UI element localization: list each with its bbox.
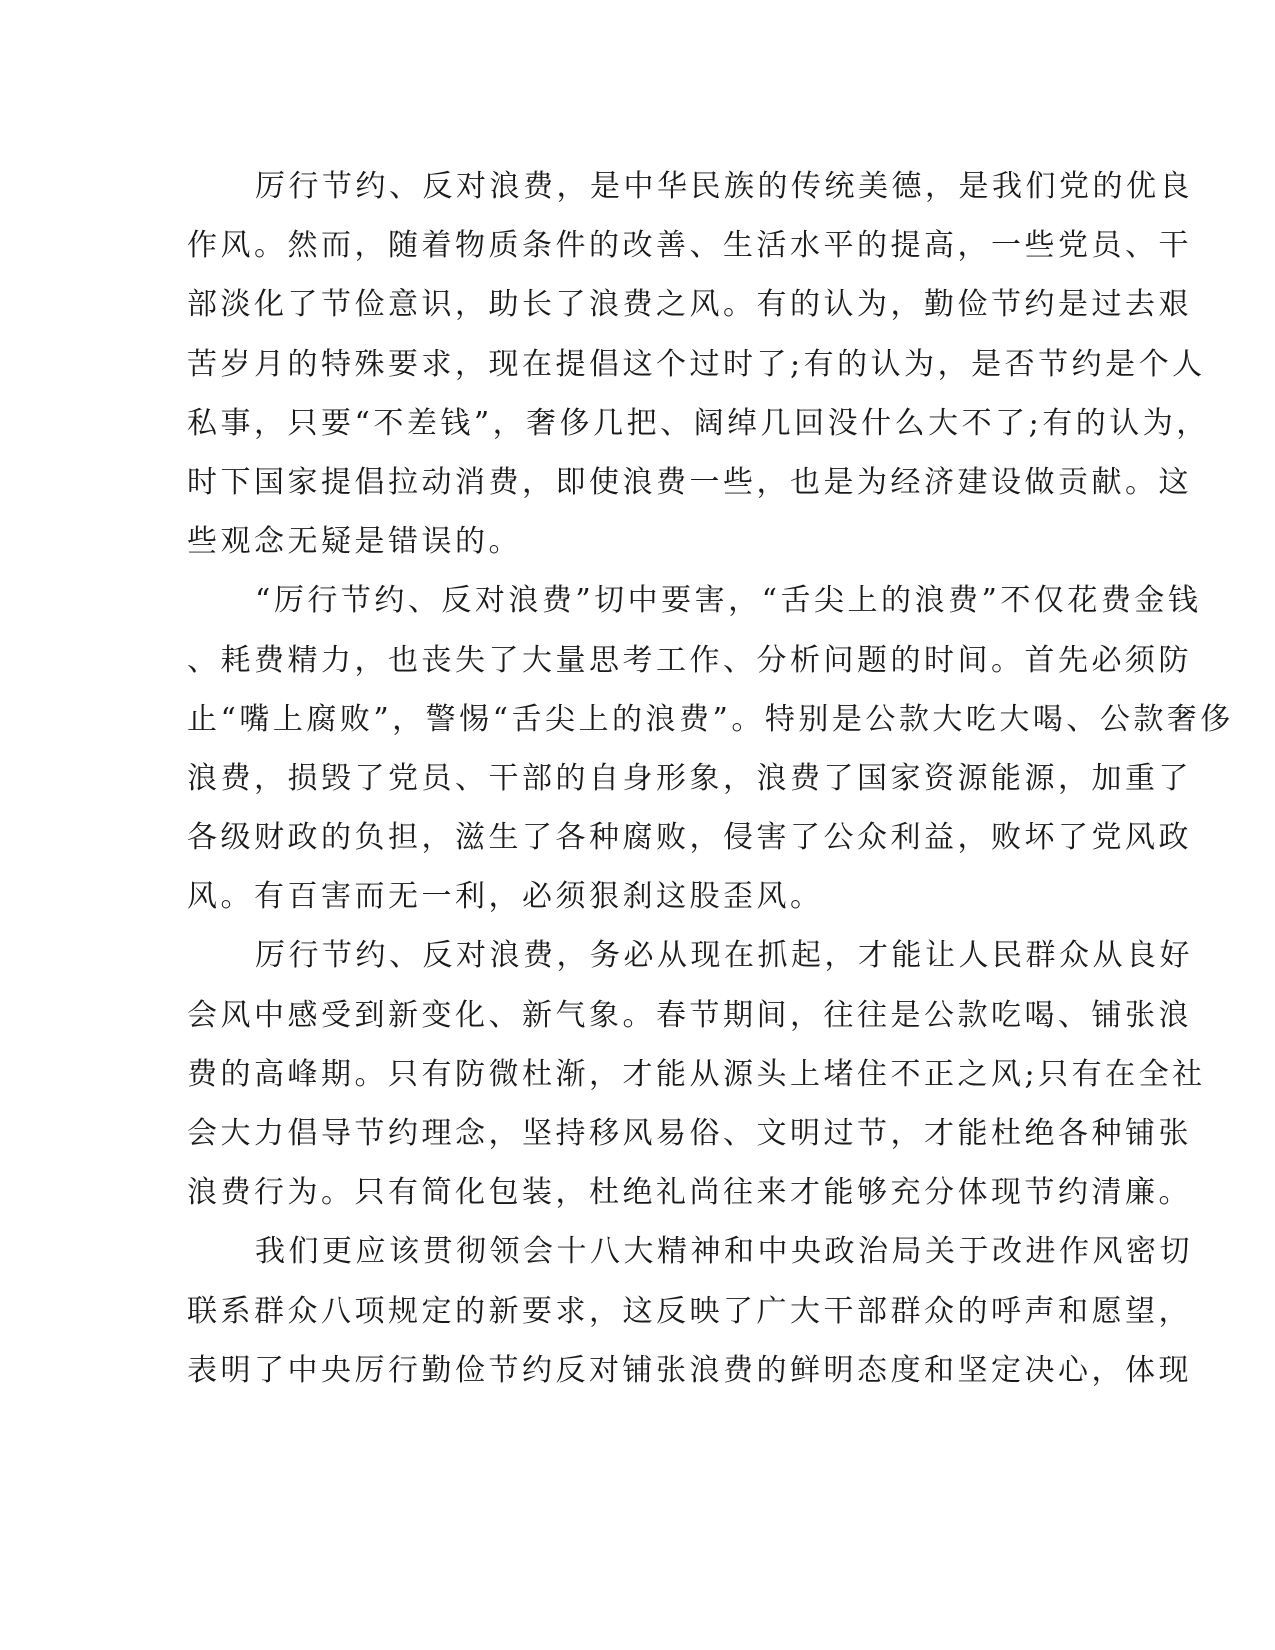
paragraph-line: 风。有百害而无一利，必须狠刹这股歪风。 xyxy=(187,879,824,915)
paragraph-line: 些观念无疑是错误的。 xyxy=(187,524,522,560)
paragraph-line: 会风中感受到新变化、新气象。春节期间，往往是公款吃喝、铺张浪 xyxy=(187,997,1192,1033)
paragraph-line: 浪费行为。只有简化包装，杜绝礼尚往来才能够充分体现节约清廉。 xyxy=(187,1175,1192,1211)
paragraph-line: “厉行节约、反对浪费”切中要害，“舌尖上的浪费”不仅花费金钱 xyxy=(255,583,1202,619)
paragraph-line: 各级财政的负担，滋生了各种腐败，侵害了公众利益，败坏了党风政 xyxy=(187,820,1192,856)
paragraph-line: 时下国家提倡拉动消费，即使浪费一些，也是为经济建设做贡献。这 xyxy=(187,464,1192,500)
paragraph-line: 会大力倡导节约理念，坚持移风易俗、文明过节，才能杜绝各种铺张 xyxy=(187,1116,1192,1151)
document-body xyxy=(187,157,1234,1400)
paragraph-line: 止“嘴上腐败”，警惕“舌尖上的浪费”。特别是公款大吃大喝、公款奢侈 xyxy=(187,701,1234,737)
paragraph-3 xyxy=(187,926,1206,1222)
paragraph-line: 作风。然而，随着物质条件的改善、生活水平的提高，一些党员、干 xyxy=(187,228,1192,264)
paragraph-4 xyxy=(187,1222,1193,1400)
paragraph-line: 浪费，损毁了党员、干部的自身形象，浪费了国家资源能源，加重了 xyxy=(187,760,1192,796)
paragraph-line: 私事，只要“不差钱”，奢侈几把、阔绰几回没什么大不了;有的认为， xyxy=(187,405,1210,441)
paragraph-line: 、耗费精力，也丧失了大量思考工作、分析问题的时间。首先必须防 xyxy=(187,642,1192,678)
paragraph-line: 苦岁月的特殊要求，现在提倡这个过时了;有的认为，是否节约是个人 xyxy=(187,346,1206,382)
paragraph-line: 表明了中央厉行勤俭节约反对铺张浪费的鲜明态度和坚定决心，体现 xyxy=(187,1352,1192,1388)
paragraph-line: 我们更应该贯彻领会十八大精神和中央政治局关于改进作风密切 xyxy=(255,1234,1193,1270)
paragraph-2 xyxy=(187,571,1234,926)
paragraph-line: 厉行节约、反对浪费，是中华民族的传统美德，是我们党的优良 xyxy=(255,169,1193,204)
paragraph-line: 厉行节约、反对浪费，务必从现在抓起，才能让人民群众从良好 xyxy=(255,938,1193,974)
paragraph-line: 联系群众八项规定的新要求，这反映了广大干部群众的呼声和愿望， xyxy=(187,1293,1192,1329)
paragraph-line: 部淡化了节俭意识，助长了浪费之风。有的认为，勤俭节约是过去艰 xyxy=(187,287,1192,323)
paragraph-line: 费的高峰期。只有防微杜渐，才能从源头上堵住不正之风;只有在全社 xyxy=(187,1056,1206,1092)
paragraph-1 xyxy=(187,157,1210,571)
